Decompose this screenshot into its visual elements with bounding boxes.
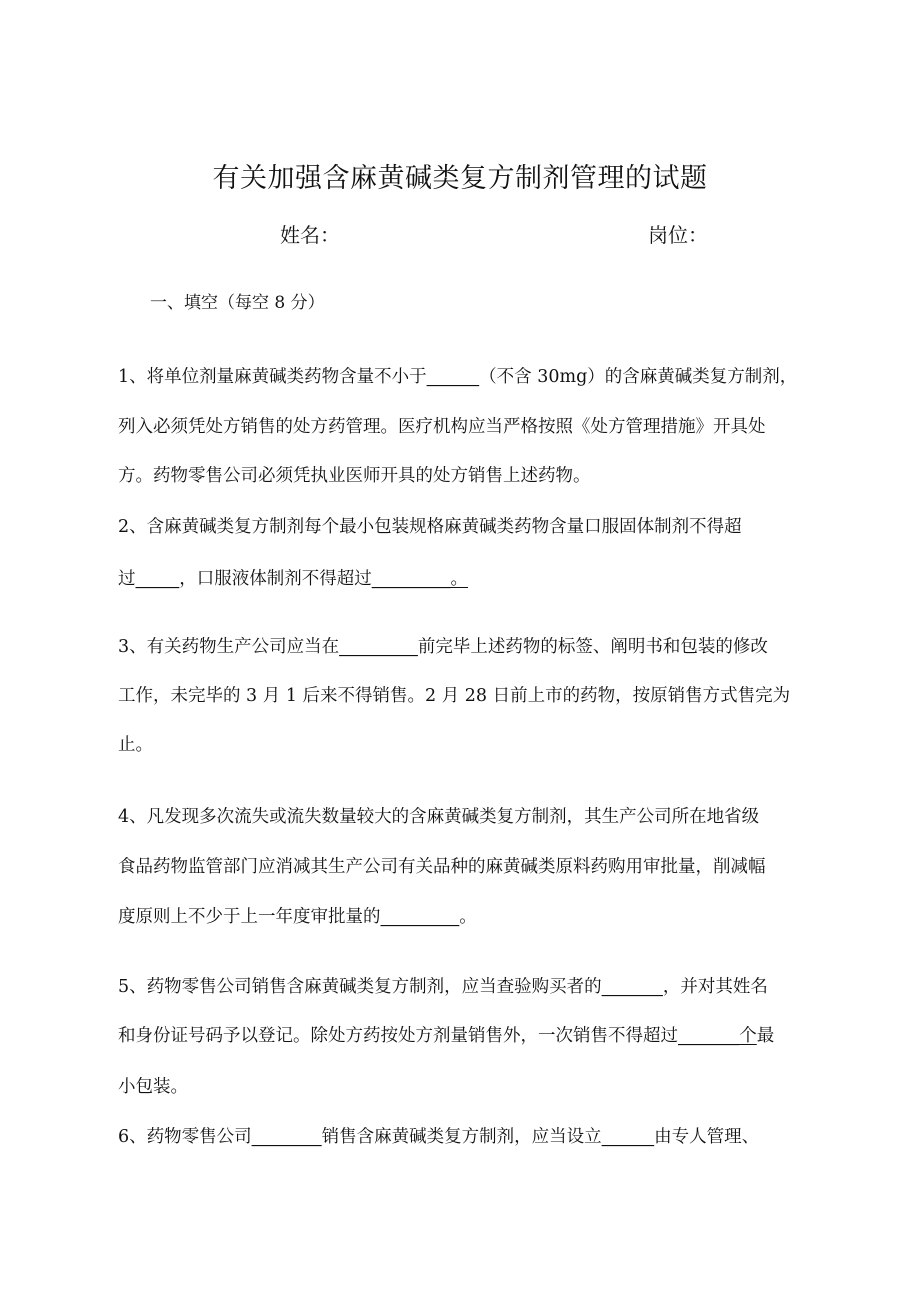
question-line bbox=[118, 803, 759, 828]
question-text: ，并对其姓名 bbox=[662, 977, 768, 997]
question-text: 工作，未完毕的 3 月 1 后来不得销售。2 月 28 日前上市的药物，按原销售方式售完为 bbox=[118, 686, 791, 706]
question-text: ，口服液体制剂不得超过 bbox=[179, 569, 372, 589]
question-line bbox=[118, 633, 768, 658]
question-text: 2、含麻黄碱类复方制剂每个最小包装规格麻黄碱类药物含量口服固体制剂不得超 bbox=[118, 517, 742, 537]
question-line bbox=[118, 1022, 774, 1047]
answer-blank: _______个 bbox=[678, 1026, 757, 1046]
question-line bbox=[118, 903, 477, 928]
question-line bbox=[118, 973, 768, 998]
question-text: 和身份证号码予以登记。除处方药按处方剂量销售外，一次销售不得超过 bbox=[118, 1026, 678, 1046]
question-text: 6、药物零售公司 bbox=[118, 1127, 252, 1147]
question-text: 度原则上不少于上一年度审批量的 bbox=[118, 907, 381, 927]
question-text: 列入必须凭处方销售的处方药管理。医疗机构应当严格按照《处方管理措施》开具处 bbox=[118, 417, 766, 437]
answer-blank: _________ bbox=[339, 637, 418, 657]
name-label: 姓名： bbox=[280, 223, 340, 247]
question-text: 食品药物监管部门应消减其生产公司有关品种的麻黄碱类原料药购用审批量，削减幅 bbox=[118, 857, 766, 877]
question-line bbox=[118, 731, 153, 756]
question-line bbox=[118, 682, 790, 707]
question-line bbox=[118, 413, 766, 438]
section-heading: 一、填空（每空 8 分） bbox=[150, 293, 325, 313]
answer-blank: ________ bbox=[251, 1127, 322, 1147]
question-line bbox=[118, 1073, 188, 1098]
answer-blank: _________ bbox=[380, 907, 460, 927]
question-text: 5、药物零售公司销售含麻黄碱类复方制剂，应当查验购买者的 bbox=[118, 977, 602, 997]
question-text: 由专人管理、 bbox=[654, 1127, 760, 1147]
question-line bbox=[118, 853, 766, 878]
question-line bbox=[118, 513, 742, 538]
answer-blank: ______ bbox=[426, 367, 480, 387]
question-line bbox=[118, 462, 591, 487]
answer-blank: ______ bbox=[601, 1127, 655, 1147]
question-text: （不含 30mg）的含麻黄碱类复方制剂， bbox=[479, 367, 798, 387]
question-line bbox=[118, 565, 468, 590]
question-text: 过 bbox=[118, 569, 136, 589]
question-text: 3、有关药物生产公司应当在 bbox=[118, 637, 340, 657]
question-text: 止。 bbox=[118, 735, 153, 755]
document-title: 有关加强含麻黄碱类复方制剂管理的试题 bbox=[212, 163, 708, 194]
question-text: 前完毕上述药物的标签、阐明书和包装的修改 bbox=[417, 637, 768, 657]
question-text: 4、凡发现多次流失或流失数量较大的含麻黄碱类复方制剂，其生产公司所在地省级 bbox=[118, 807, 760, 827]
question-text: 销售含麻黄碱类复方制剂，应当设立 bbox=[321, 1127, 602, 1147]
question-text: 方。药物零售公司必须凭执业医师开具的处方销售上述药物。 bbox=[118, 466, 591, 486]
question-text: 。 bbox=[459, 907, 477, 927]
question-line bbox=[118, 363, 797, 388]
question-text: 最 bbox=[756, 1026, 775, 1046]
position-label: 岗位： bbox=[648, 223, 708, 247]
question-text: 小包装。 bbox=[118, 1077, 188, 1097]
answer-blank: _______ bbox=[601, 977, 663, 997]
answer-blank: _________。 bbox=[371, 569, 468, 589]
question-line bbox=[118, 1123, 759, 1148]
answer-blank: _____ bbox=[135, 569, 180, 589]
question-text: 1、将单位剂量麻黄碱类药物含量不小于 bbox=[118, 367, 427, 387]
